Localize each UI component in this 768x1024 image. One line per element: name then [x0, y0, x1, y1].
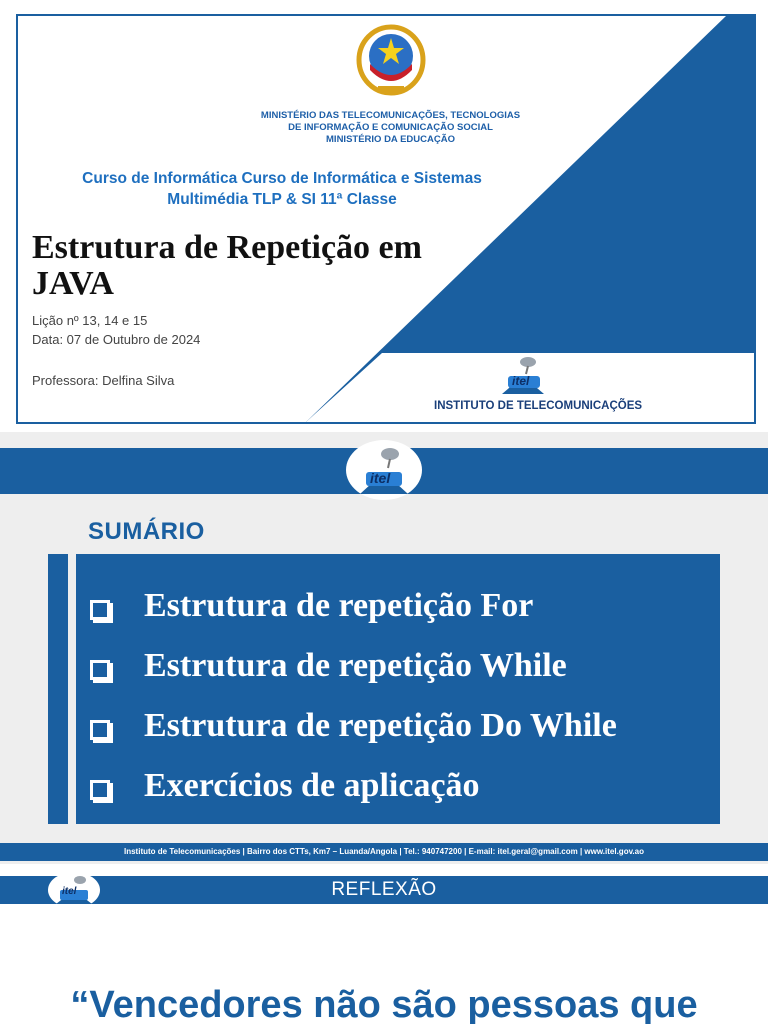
itel-logo-text: itel — [62, 886, 77, 897]
ministry-line-3: MINISTÉRIO DA EDUCAÇÃO — [326, 134, 455, 145]
summary-item-for: Estrutura de repetição For — [144, 587, 534, 624]
coat-of-arms-emblem — [356, 24, 426, 96]
title-line-1: Estrutura de Repetição em — [32, 229, 422, 266]
summary-item-while: Estrutura de repetição While — [144, 647, 567, 684]
title-slide — [16, 14, 756, 424]
title-line-2: JAVA — [32, 265, 114, 302]
summary-heading: SUMÁRIO — [88, 518, 205, 545]
reflection-quote: “Vencedores não são pessoas que — [70, 984, 698, 1024]
accent-bar — [48, 554, 68, 824]
institute-name: INSTITUTO DE TELECOMUNICAÇÕES — [434, 400, 643, 412]
reflection-slide — [0, 872, 768, 1024]
checkbox-icon — [90, 600, 110, 620]
checkbox-icon — [90, 660, 110, 680]
course-line-2: Multimédia TLP & SI 11ª Classe — [167, 191, 397, 208]
lesson-number: Lição nº 13, 14 e 15 — [32, 313, 148, 328]
reflection-heading: REFLEXÃO — [331, 879, 437, 900]
checkbox-icon — [90, 780, 110, 800]
course-line-1: Curso de Informática Curso de Informática e Sistemas — [82, 170, 482, 187]
lesson-date: Data: 07 de Outubro de 2024 — [32, 332, 201, 347]
slide-title — [32, 230, 502, 302]
itel-logo-text: itel — [370, 470, 391, 486]
itel-logo-text: itel — [512, 374, 530, 388]
header-logo-circle — [346, 440, 422, 500]
summary-item-exercises: Exercícios de aplicação — [144, 767, 480, 804]
itel-logo — [498, 354, 548, 398]
footer-contact: Instituto de Telecomunicações | Bairro dos CTTs, Km7 – Luanda/Angola | Tel.: 940747200 | E-mail: itel.geral@gmail.com | www.itel.gov.ao — [0, 843, 768, 861]
ministry-line-2: DE INFORMAÇÃO E COMUNICAÇÃO SOCIAL — [288, 122, 493, 133]
teacher-name: Professora: Delfina Silva — [32, 373, 175, 388]
checkbox-icon — [90, 720, 110, 740]
summary-item-do-while: Estrutura de repetição Do While — [144, 707, 617, 744]
summary-slide — [0, 432, 768, 864]
ministry-line-1: MINISTÉRIO DAS TELECOMUNICAÇÕES, TECNOLOGIAS — [260, 110, 521, 121]
